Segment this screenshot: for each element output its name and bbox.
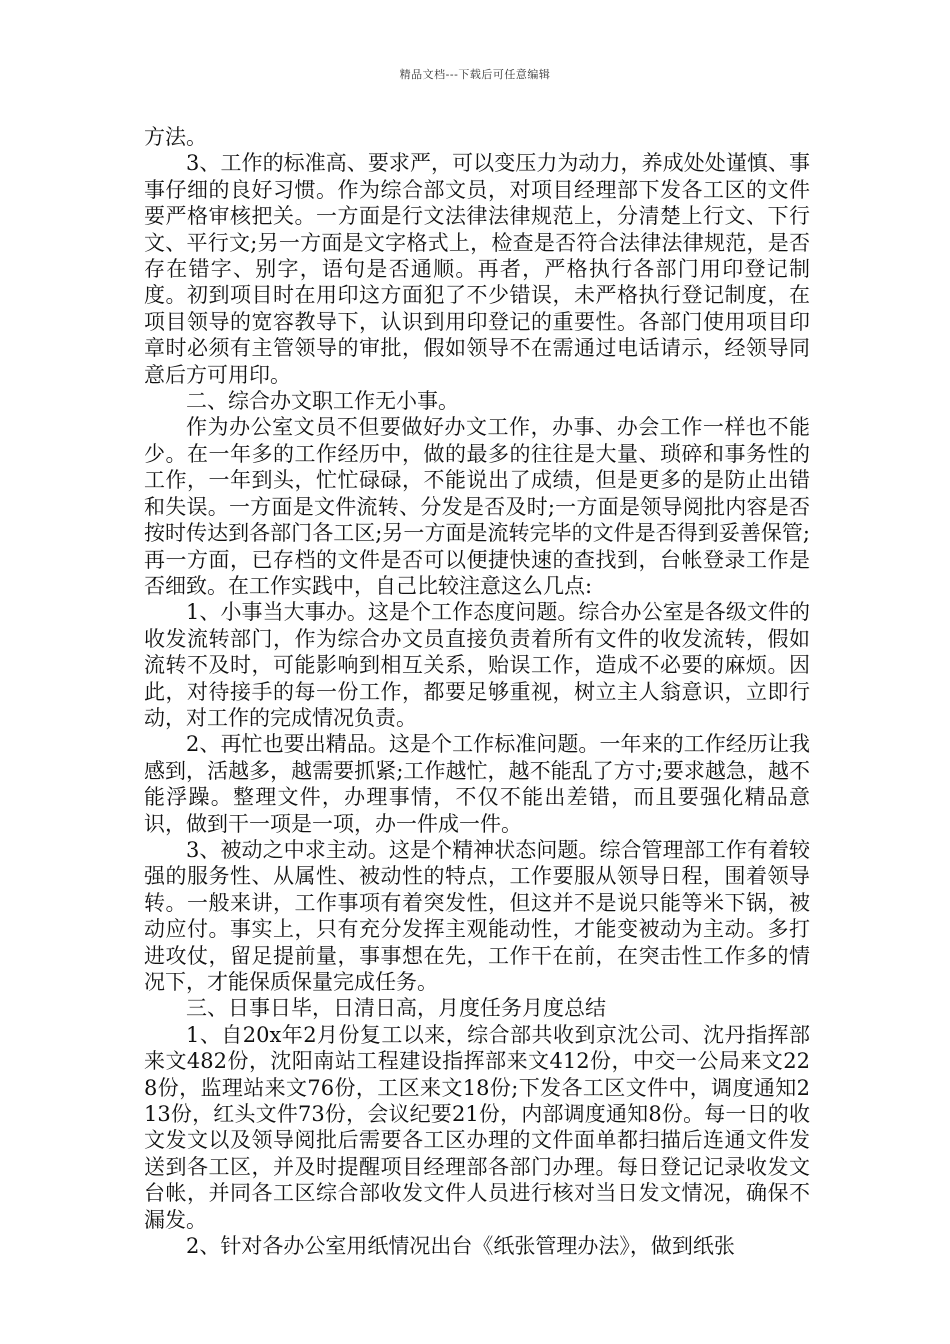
- section-heading-3: 三、日事日毕，日清日高，月度任务月度总结: [186, 996, 606, 1021]
- paragraph-item-1-small-matters: 1、小事当大事办。这是个工作态度问题。综合办公室是各级文件的收发流转部门，作为综合办文员直接负责着所有文件的收发流转，假如流转不及时，可能影响到相互关系，贻误工作，造成不必要的麻烦。因此，对待接手的每一份工作，都要足够重视，树立主人翁意识，立即行动，对工作的完成情况负责。: [144, 600, 810, 730]
- paragraph-item-2-quality: 2、再忙也要出精品。这是个工作标准问题。一年来的工作经历让我感到，活越多，越需要抓紧;工作越忙，越不能乱了方寸;要求越急，越不能浮躁。整理文件，办理事情，不仅不能出差错，而且要强化精品意识，做到干一项是一项，办一件成一件。: [144, 732, 810, 836]
- paragraph-continuation: 方法。: [144, 125, 207, 149]
- paragraph-office-work: 作为办公室文员不但要做好办文工作，办事、办会工作一样也不能少。在一年多的工作经历中，做的最多的往往是大量、琐碎和事务性的工作，一年到头，忙忙碌碌，不能说出了成绩，但是更多的是防止出错和失误。一方面是文件流转、分发是否及时;一方面是领导阅批内容是否按时传达到各部门各工区;另一方面是流转完毕的文件是否得到妥善保管;再一方面，已存档的文件是否可以便捷快速的查找到，台帐登录工作是否细致。在工作实践中，自己比较注意这么几点:: [144, 415, 810, 598]
- document-body: [144, 124, 810, 1259]
- paragraph-item-3-initiative: 3、被动之中求主动。这是个精神状态问题。综合管理部工作有着较强的服务性、从属性、被动性的特点，工作要服从领导日程，围着领导转。一般来讲，工作事项有着突发性，但这并不是说只能等米下锅，被动应付。事实上，只有充分发挥主观能动性，才能变被动为主动。多打进攻仗，留足提前量，事事想在先，工作干在前，在突击性工作多的情况下，才能保质保量完成任务。: [144, 837, 810, 994]
- paragraph-item-3-standards: 3、工作的标准高、要求严，可以变压力为动力，养成处处谨慎、事事仔细的良好习惯。作为综合部文员，对项目经理部下发各工区的文件要严格审核把关。一方面是行文法律法律规范上，分清楚上行文、下行文、平行文;另一方面是文字格式上，检查是否符合法律法律规范，是否存在错字、别字，语句是否通顺。再者，严格执行各部门用印登记制度。初到项目时在用印这方面犯了不少错误，未严格执行登记制度，在项目领导的宽容教导下，认识到用印登记的重要性。各部门使用项目印章时必须有主管领导的审批，假如领导不在需通过电话请示，经领导同意后方可用印。: [144, 151, 810, 387]
- section-heading-2: 二、综合办文职工作无小事。: [186, 389, 459, 414]
- paragraph-item-1-documents-stats: 1、自20x年2月份复工以来，综合部共收到京沈公司、沈丹指挥部来文482份，沈阳南站工程建设指挥部来文412份，中交一公局来文228份，监理站来文76份，工区来文18份;下发各工区文件中，调度通知213份，红头文件73份，会议纪要21份，内部调度通知8份。每一日的收文发文以及领导阅批后需要各工区办理的文件面单都扫描后连通文件发送到各工区，并及时提醒项目经理部各部门办理。每日登记记录收发文台帐，并同各工区综合部收发文件人员进行核对当日发文情况，确保不漏发。: [144, 1022, 810, 1232]
- page-header: 精品文档---下载后可任意编辑: [399, 68, 551, 81]
- paragraph-item-2-paper-management: 2、针对各办公室用纸情况出台《纸张管理办法》，做到纸张: [186, 1234, 735, 1259]
